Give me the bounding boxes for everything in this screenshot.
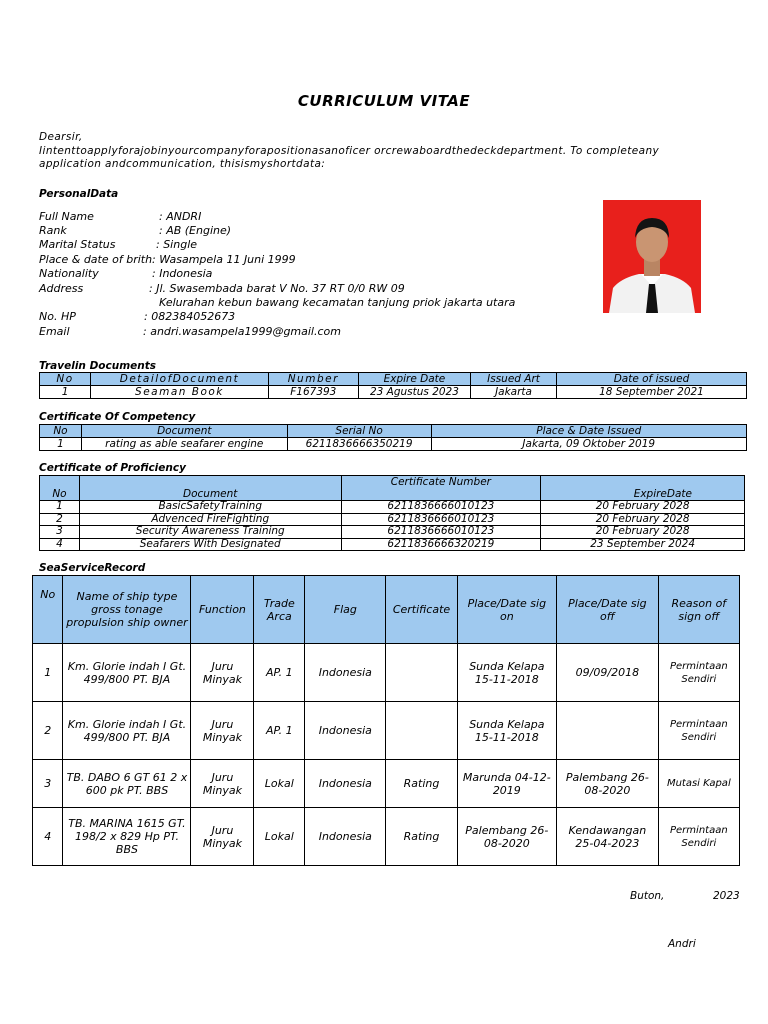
table-header-row <box>33 576 740 644</box>
table-row <box>33 760 740 808</box>
cell: Kendawangan 25-04-2023 <box>557 808 659 866</box>
table-row <box>40 438 747 451</box>
cell: 6211836666010123 <box>341 513 541 526</box>
proficiency-heading: Certificate of Proficiency <box>39 462 186 474</box>
header-cell: Place/Date sig off <box>557 576 659 644</box>
field-label: Rank <box>39 224 67 237</box>
table-row <box>40 386 747 399</box>
cell: 20 February 2028 <box>541 513 745 526</box>
header-cell: No <box>40 425 82 438</box>
cell <box>386 644 457 702</box>
signature-year: 2023 <box>713 890 740 902</box>
field-label: Place & date of brith <box>39 253 153 266</box>
table-row <box>40 526 745 539</box>
sea-service-heading: SeaServiceRecord <box>39 562 146 574</box>
cell: 6211836666010123 <box>341 501 541 514</box>
header-cell: Document <box>79 476 341 501</box>
greeting: Dearsir, <box>39 131 83 143</box>
cell: Juru Minyak <box>191 760 254 808</box>
field-value: : Indonesia <box>152 267 213 280</box>
field-value: : Jl. Swasembada barat V No. 37 RT 0/0 RW 09 <box>149 282 405 295</box>
cell: AP. 1 <box>254 702 305 760</box>
field-label: Email <box>39 325 70 338</box>
field-label: Marital Status <box>39 238 116 251</box>
travel-documents-table <box>39 372 747 399</box>
table-header-row <box>40 425 747 438</box>
cell: Juru Minyak <box>191 808 254 866</box>
field-value: : Single <box>156 238 198 251</box>
header-cell: Document <box>81 425 287 438</box>
cell: Km. Glorie indah I Gt. 499/800 PT. BJA <box>63 644 191 702</box>
header-cell: Certificate Number <box>341 476 541 501</box>
cell: TB. MARINA 1615 GT. 198/2 x 829 Hp PT. BBS <box>63 808 191 866</box>
cell: 6211836666010123 <box>341 526 541 539</box>
header-cell: Expire Date <box>358 373 470 386</box>
header-cell: No <box>33 576 63 644</box>
header-cell: Issued Art <box>471 373 557 386</box>
cell: BasicSafetyTraining <box>79 501 341 514</box>
cell: Lokal <box>254 808 305 866</box>
cell: 2 <box>40 513 80 526</box>
cell: AP. 1 <box>254 644 305 702</box>
header-cell: ExpireDate <box>541 476 745 501</box>
cell: Marunda 04-12-2019 <box>457 760 557 808</box>
cell: 6211836666350219 <box>287 438 431 451</box>
cell: 4 <box>33 808 63 866</box>
header-cell: Place & Date Issued <box>431 425 746 438</box>
header-cell: Number <box>268 373 358 386</box>
table-row <box>40 513 745 526</box>
cell: Security Awareness Training <box>79 526 341 539</box>
signature-place: Buton, <box>630 890 665 902</box>
field-label: No. HP <box>39 310 76 323</box>
competency-table <box>39 424 747 451</box>
header-cell: No <box>40 373 91 386</box>
header-cell: No <box>40 476 80 501</box>
proficiency-table <box>39 475 745 551</box>
cell: 09/09/2018 <box>557 644 659 702</box>
cell <box>557 702 659 760</box>
cell: 1 <box>33 644 63 702</box>
cell: Rating <box>386 760 457 808</box>
cell: Juru Minyak <box>191 644 254 702</box>
cell: Indonesia <box>305 644 386 702</box>
cell: Jakarta, 09 Oktober 2019 <box>431 438 746 451</box>
table-row <box>33 808 740 866</box>
cell: Juru Minyak <box>191 702 254 760</box>
field-label: Address <box>39 282 84 295</box>
cell: F167393 <box>268 386 358 399</box>
signature-name: Andri <box>668 938 696 950</box>
cell: Seaman Book <box>91 386 269 399</box>
cell <box>386 702 457 760</box>
header-cell: Trade Arca <box>254 576 305 644</box>
cell: Jakarta <box>471 386 557 399</box>
cell: 1 <box>40 501 80 514</box>
cell: Indonesia <box>305 760 386 808</box>
table-header-row <box>40 373 747 386</box>
cell: 23 September 2024 <box>541 538 745 551</box>
cell: rating as able seafarer engine <box>81 438 287 451</box>
field-value: : andri.wasampela1999@gmail.com <box>143 325 341 338</box>
cell: Permintaan Sendiri <box>658 644 739 702</box>
intro-body: Iintenttoapplyforajobinyourcompanyforapositionasanoficer orcrewaboardthedeckdepartment. To completeany application andcommunication, thisismyshortdata: <box>39 144 660 170</box>
field-label: Nationality <box>39 267 99 280</box>
header-cell: Reason of sign off <box>658 576 739 644</box>
header-cell: Place/Date sig on <box>457 576 557 644</box>
header-cell: Certificate <box>386 576 457 644</box>
competency-heading: Certificate Of Competency <box>39 411 196 423</box>
table-row <box>33 644 740 702</box>
table-row <box>33 702 740 760</box>
cell: Palembang 26-08-2020 <box>457 808 557 866</box>
cell: Palembang 26-08-2020 <box>557 760 659 808</box>
cell: 2 <box>33 702 63 760</box>
header-cell: DetailofDocument <box>91 373 269 386</box>
cell: 23 Agustus 2023 <box>358 386 470 399</box>
travel-documents-heading: Travelin Documents <box>39 360 157 372</box>
table-header-row <box>40 476 745 501</box>
cell: 3 <box>40 526 80 539</box>
field-value: : Wasampela 11 Juni 1999 <box>152 253 296 266</box>
cell: 20 February 2028 <box>541 501 745 514</box>
cell: Mutasi Kapal <box>658 760 739 808</box>
cell: 1 <box>40 386 91 399</box>
cell: Rating <box>386 808 457 866</box>
cell: Advenced FireFighting <box>79 513 341 526</box>
cell: Sunda Kelapa 15-11-2018 <box>457 702 557 760</box>
cell: Seafarers With Designated <box>79 538 341 551</box>
cell: 20 February 2028 <box>541 526 745 539</box>
personal-data-heading: PersonalData <box>39 188 119 200</box>
cell: Indonesia <box>305 702 386 760</box>
cell: Lokal <box>254 760 305 808</box>
profile-photo <box>603 200 701 313</box>
field-value: : AB (Engine) <box>159 224 232 237</box>
cell: 1 <box>40 438 82 451</box>
cell: 3 <box>33 760 63 808</box>
page-title: CURRICULUM VITAE <box>297 92 471 110</box>
cell: 4 <box>40 538 80 551</box>
cell: Sunda Kelapa 15-11-2018 <box>457 644 557 702</box>
table-row <box>40 501 745 514</box>
sea-service-table <box>32 575 740 866</box>
cell: Indonesia <box>305 808 386 866</box>
cell: 18 September 2021 <box>556 386 746 399</box>
intro <box>39 131 719 172</box>
table-row <box>40 538 745 551</box>
cell: Km. Glorie indah I Gt. 499/800 PT. BJA <box>63 702 191 760</box>
field-value: : 082384052673 <box>144 310 236 323</box>
field-value: Kelurahan kebun bawang kecamatan tanjung priok jakarta utara <box>159 296 516 309</box>
header-cell: Flag <box>305 576 386 644</box>
header-cell: Serial No <box>287 425 431 438</box>
cell: TB. DABO 6 GT 61 2 x 600 pk PT. BBS <box>63 760 191 808</box>
cell: 6211836666320219 <box>341 538 541 551</box>
cell: Permintaan Sendiri <box>658 702 739 760</box>
header-cell: Function <box>191 576 254 644</box>
field-value: : ANDRI <box>159 210 202 223</box>
header-cell: Date of issued <box>556 373 746 386</box>
cell: Permintaan Sendiri <box>658 808 739 866</box>
field-label: Full Name <box>39 210 94 223</box>
header-cell: Name of ship type gross tonage propulsion ship owner <box>63 576 191 644</box>
